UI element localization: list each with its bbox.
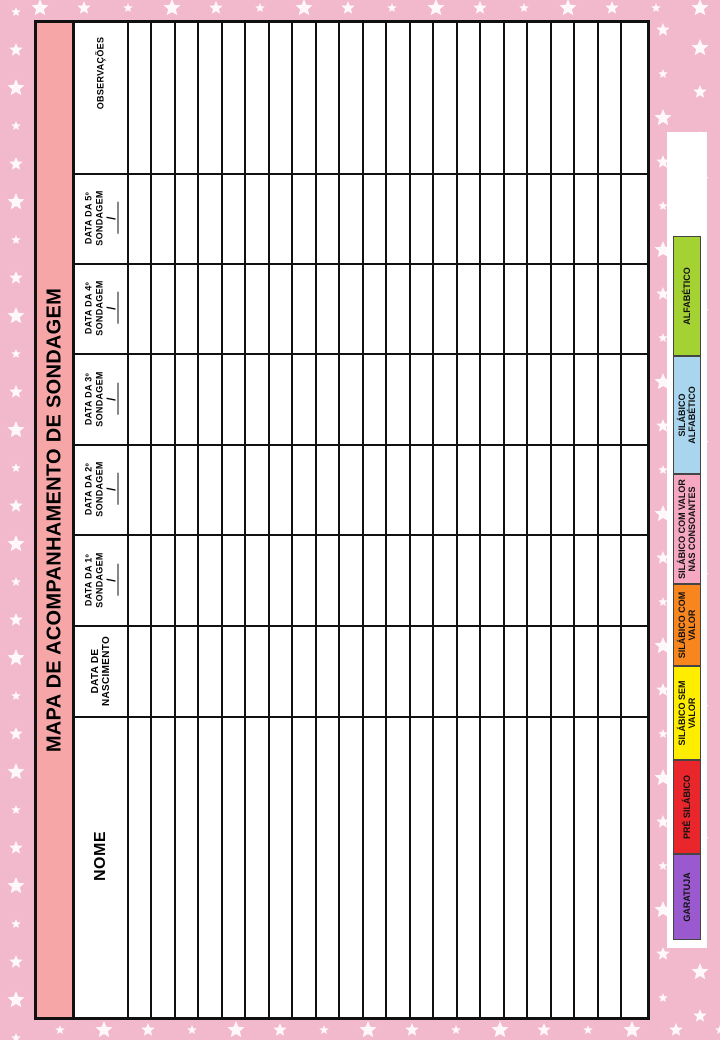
star-decoration [11,349,21,358]
legend-label [677,479,697,579]
star-decoration [651,3,661,12]
observacoes-label: OBSERVAÇÕES [95,36,106,110]
star-decoration [77,1,90,14]
star-decoration [451,1025,461,1034]
star-decoration [9,727,22,740]
nascimento-label-line: NASCIMENTO [101,635,112,706]
header-observacoes [75,23,127,173]
star-decoration [583,1025,593,1034]
star-decoration [658,993,668,1002]
star-decoration [141,1023,154,1036]
star-decoration [255,3,265,12]
star-decoration [7,421,24,437]
star-decoration [11,1033,21,1040]
legend-label-line: PRÉ SILÁBICO [682,774,692,840]
legend-swatch [673,760,701,854]
header-nome [75,716,127,1017]
legend-label [677,386,697,444]
star-decoration [163,0,180,15]
star-decoration [7,877,24,893]
star-decoration [11,805,21,814]
star-decoration [9,43,22,56]
sondagem-label-line: SONDAGEM [94,280,105,336]
date-slash: / [104,396,119,401]
legend-swatch [673,356,701,474]
star-decoration [658,69,668,78]
column-divider [75,173,647,175]
sondagem-label [84,190,119,245]
star-decoration [7,193,24,209]
star-decoration [715,1025,720,1034]
star-decoration [9,955,22,968]
star-decoration [295,0,312,15]
legend-swatch [673,236,701,356]
star-decoration [11,463,21,472]
star-decoration [691,39,708,55]
star-decoration [491,1021,508,1037]
date-slash: / [104,306,119,310]
column-divider [75,444,647,446]
star-decoration [359,1021,376,1037]
star-decoration [209,1,222,14]
legend-label-line: ALFABÉTICO [687,386,697,444]
legend-label [682,775,692,839]
column-divider [75,716,647,718]
star-decoration [9,841,22,854]
star-decoration [11,121,21,130]
star-decoration [693,1009,706,1022]
star-decoration [656,23,669,36]
legend-label-line: ALFABÉTICO [682,267,692,325]
header-sondagem-1 [75,534,127,625]
nascimento-label [90,635,112,705]
star-decoration [11,235,21,244]
legend-swatch [673,474,701,584]
star-decoration [7,535,24,551]
header-sondagem-3 [75,353,127,444]
sondagem-label-line: SONDAGEM [94,551,105,608]
date-slash: / [104,216,119,220]
star-decoration [654,109,671,125]
star-decoration [9,157,22,170]
star-decoration [95,1021,112,1037]
nascimento-label-line: DATA DE [90,648,101,693]
header-nascimento [75,625,127,716]
star-decoration [11,919,21,928]
legend-label-line: VALOR [687,697,697,729]
star-decoration [9,385,22,398]
nome-label: NOME [92,831,109,881]
column-divider [75,534,647,536]
legend-label-line: VALOR [687,609,697,641]
sondagem-map-sheet [34,20,650,1020]
star-decoration [537,1023,550,1036]
star-decoration [9,499,22,512]
legend-label [677,592,697,659]
legend-swatch [673,854,701,940]
star-decoration [55,1025,65,1034]
sondagem-label [84,280,119,335]
star-decoration [319,1025,329,1034]
legend-label [677,680,697,745]
star-decoration [605,1,618,14]
star-decoration [11,7,21,16]
sondagem-label-line: DATA DA 3º [83,372,94,425]
legend-label-line: SILÁBICO COM [677,591,687,659]
star-decoration [341,1,354,14]
star-decoration [31,0,48,15]
sondagem-label-line: DATA DA 1º [83,553,94,606]
sondagem-label-line: SONDAGEM [94,190,105,246]
legend-label-line: SILÁBICO COM VALOR [677,479,687,579]
star-decoration [11,691,21,700]
legend-label-line: SILÁBICO [677,393,687,437]
date-slash: / [104,577,119,582]
header-sondagem-4 [75,263,127,353]
star-decoration [427,0,444,15]
star-decoration [473,1,486,14]
title-band [37,23,75,1017]
sondagem-label [84,371,119,426]
star-decoration [691,0,708,15]
sondagem-label-line: DATA DA 2º [83,462,94,516]
legend-label-line: NAS CONSOANTES [687,486,697,572]
sondagem-label [84,461,119,516]
star-decoration [187,1025,197,1034]
star-decoration [11,577,21,586]
star-decoration [405,1023,418,1036]
date-slash: / [104,487,119,491]
star-decoration [7,307,24,323]
sondagem-label-line: DATA DA 5º [83,191,94,245]
sondagem-label-line: DATA DA 4º [83,281,94,335]
legend-label-line: SILÁBICO SEM [677,680,687,746]
sondagem-label-line: SONDAGEM [94,370,105,427]
sondagem-label-line: SONDAGEM [94,461,105,517]
star-decoration [693,85,706,98]
writing-level-legend [667,132,707,948]
student-grid [75,23,647,1017]
legend-swatch [673,666,701,760]
star-decoration [623,1021,640,1037]
star-decoration [273,1023,286,1036]
star-decoration [387,3,397,12]
header-sondagem-2 [75,444,127,534]
star-decoration [669,1023,682,1036]
star-decoration [559,0,576,15]
legend-label-line: GARATUJA [682,872,692,922]
page-title: MAPA DE ACOMPANHAMENTO DE SONDAGEM [43,287,65,753]
legend-label [682,872,692,921]
star-decoration [656,947,669,960]
column-divider [75,625,647,627]
column-divider [75,353,647,355]
star-decoration [7,763,24,779]
header-sondagem-5 [75,173,127,263]
star-decoration [9,271,22,284]
star-decoration [7,991,24,1007]
star-decoration [519,3,529,12]
sondagem-label [84,552,119,607]
star-decoration [7,79,24,95]
star-decoration [123,3,133,12]
star-decoration [227,1021,244,1037]
star-decoration [691,963,708,979]
star-decoration [7,649,24,665]
column-divider [75,263,647,265]
legend-swatch [673,584,701,666]
star-decoration [9,613,22,626]
legend-label [682,267,692,325]
